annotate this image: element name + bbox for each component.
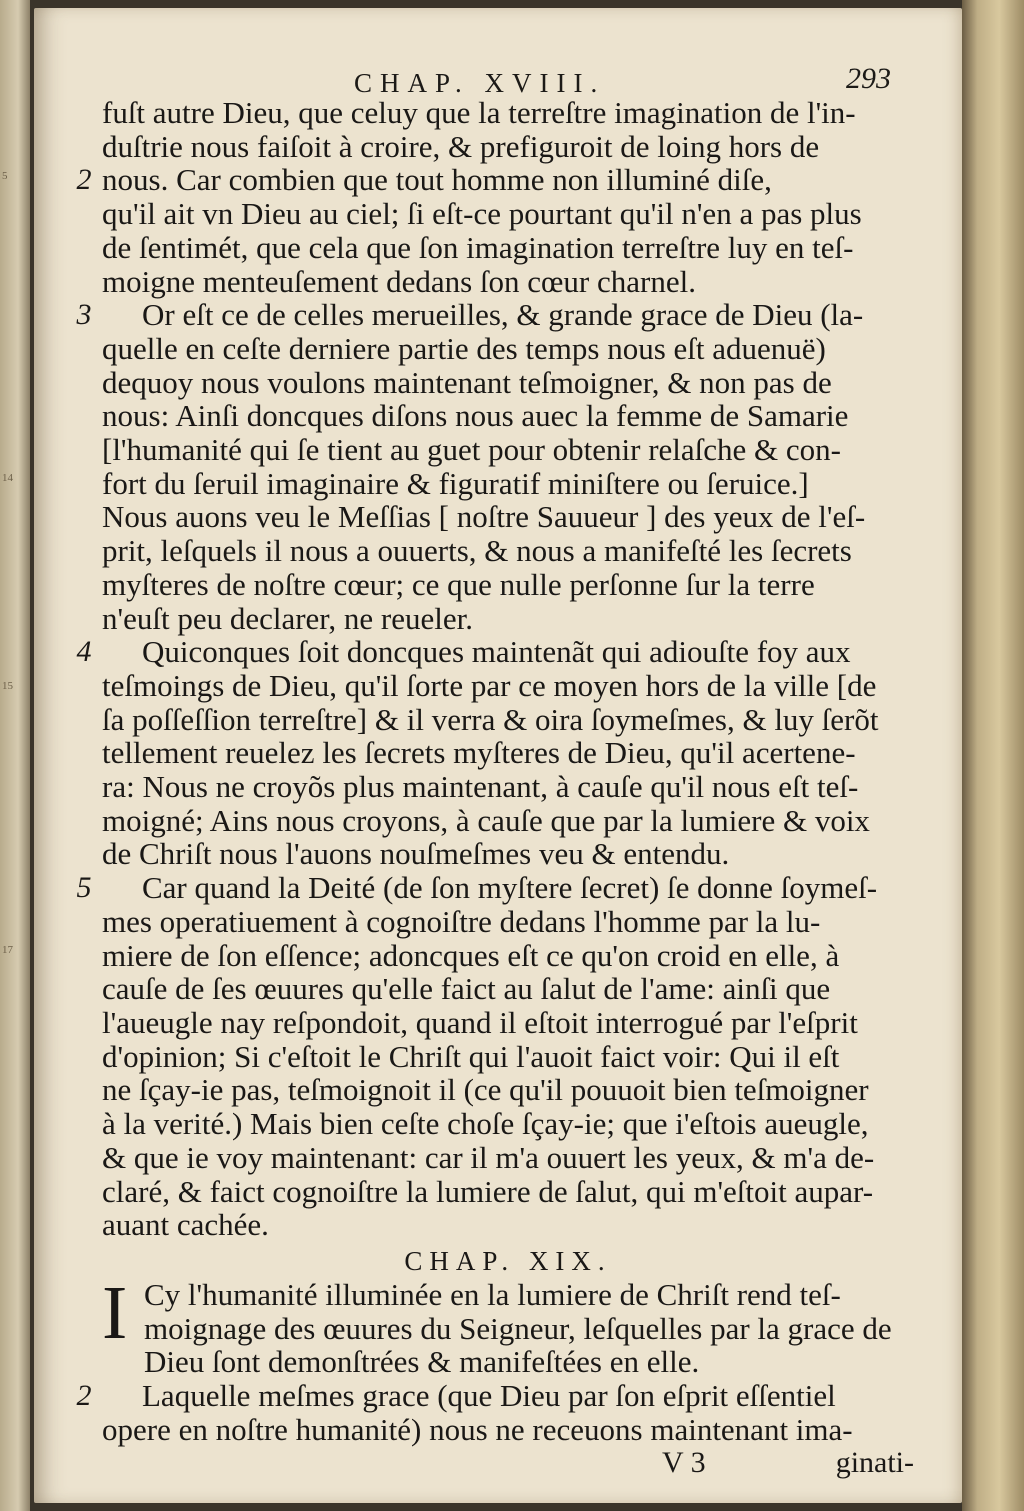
signature-mark: V 3 xyxy=(662,1446,706,1480)
paragraph-text: Car quand la Deité (de ſon myſtere ſecret) ſe donne ſoymeſ- mes operatiuement à cognoiſtre dedans l'homme par la lu- miere de ſon eſſence; adoncques eſt ce qu'on croid en elle, à cauſe de ſes œuures qu'elle faict au ſalut de l'ame: ainſi que l'aueugle nay reſpondoit, quand il eſtoit interrogué par l'eſprit d'opinion; Si c'eſtoit le Chriſt qui l'auoit faict voir: Qui il eſt ne ſçay-ie pas, teſmoignoit il (ce qu'il pouuoit bien teſmoigner à la verité.) Mais bien ceſte choſe ſçay-ie; que i'eſtois aueugle, & que ie voy maintenant: car il m'a ouuert les yeux, & m'a de- claré, & faict cognoiſtre la lumiere de ſalut, qui m'eſtoit aupar- auant cachée. xyxy=(102,870,878,1243)
verse-number: 3 xyxy=(76,298,92,332)
paragraph-text: Quiconques ſoit doncques maintenãt qui adiouſte foy aux teſmoings de Dieu, qu'il ſorte par ce moyen hors de la ville [de ſa poſſeſſion terreſtre] & il verra & oira ſoymeſmes, & luy ſerõt tellement reuelez les ſecrets myſteres de Dieu, qu'il acertene- ra: Nous ne croyõs plus maintenant, à cauſe qu'il nous eſt teſ- moigné; Ains nous croyons, à cauſe que par la lumiere & voix de Chriſt nous l'auons nouſmeſmes veu & entendu. xyxy=(102,634,879,872)
chapter-running-title: CHAP. XVIII. xyxy=(354,68,606,98)
book-page xyxy=(34,8,962,1503)
facing-page-mark: 14 xyxy=(2,472,13,484)
book-fore-edge xyxy=(962,0,1024,1511)
facing-page-mark: 15 xyxy=(2,680,13,692)
catchword: ginati- xyxy=(835,1446,914,1480)
paragraph-verse-2 xyxy=(76,162,914,299)
verse-number: 2 xyxy=(76,163,92,197)
paragraph-verse-4 xyxy=(76,634,914,872)
text-block xyxy=(76,95,914,1480)
facing-page-mark: 5 xyxy=(2,170,8,182)
verse-number: 4 xyxy=(76,635,92,669)
paragraph-text: Or eſt ce de celles merueilles, & grande grace de Dieu (la- quelle en ceſte derniere partie des temps nous eſt aduenuë) dequoy nous voulons maintenant teſmoigner, & non pas de nous: Ainſi doncques diſons nous auec la femme de Samarie [l'humanité qui ſe tient au guet pour obtenir relaſche & con- fort du ſeruil imaginaire & figuratif miniſtere ou ſeruice.] Nous auons veu le Meſſias [ noſtre Sauueur ] des yeux de l'eſ- prit, leſquels il nous a ouuerts, & nous a manifeſté les ſecrets myſteres de noſtre cœur; ce que nulle perſonne ſur la terre n'euſt peu declarer, ne reueler. xyxy=(102,297,866,636)
drop-cap: I xyxy=(102,1270,128,1355)
paragraph-text: nous. Car combien que tout homme non illuminé diſe, qu'il ait vn Dieu au ciel; ſi eſt-ce pourtant qu'il n'en a pas plus de ſentimét, que cela que ſon imagination terreſtre luy en teſ- moigne menteuſement dedans ſon cœur charnel. xyxy=(102,162,862,299)
paragraph-text: Laquelle meſmes grace (que Dieu par ſon eſprit eſſentiel opere en noſtre humanité) nous ne receuons maintenant ima- xyxy=(102,1378,853,1447)
chapter-summary xyxy=(102,1270,914,1380)
page-number: 293 xyxy=(846,62,891,95)
paragraph-text: Cy l'humanité illuminée en la lumiere de Chriſt rend teſ- moignage des œuures du Seigneur, leſquelles par la grace de Dieu ſont demonſtrées & manifeſtées en elle. xyxy=(144,1276,892,1380)
paragraph-verse-5 xyxy=(76,870,914,1243)
page-footer xyxy=(102,1446,914,1480)
chapter-heading: CHAP. XIX. xyxy=(404,1245,612,1276)
facing-page-edge xyxy=(0,0,30,1511)
facing-page-mark: 17 xyxy=(2,944,13,956)
paragraph-ch19-verse-2 xyxy=(76,1378,914,1447)
paragraph-text: fuſt autre Dieu, que celuy que la terreſtre imagination de l'in- duſtrie nous faiſoit à croire, & prefiguroit de loing hors de xyxy=(102,95,856,164)
verse-number: 2 xyxy=(76,1379,92,1413)
paragraph-continuation xyxy=(102,96,914,163)
paragraph-verse-3 xyxy=(76,297,914,636)
verse-number: 5 xyxy=(76,871,92,905)
